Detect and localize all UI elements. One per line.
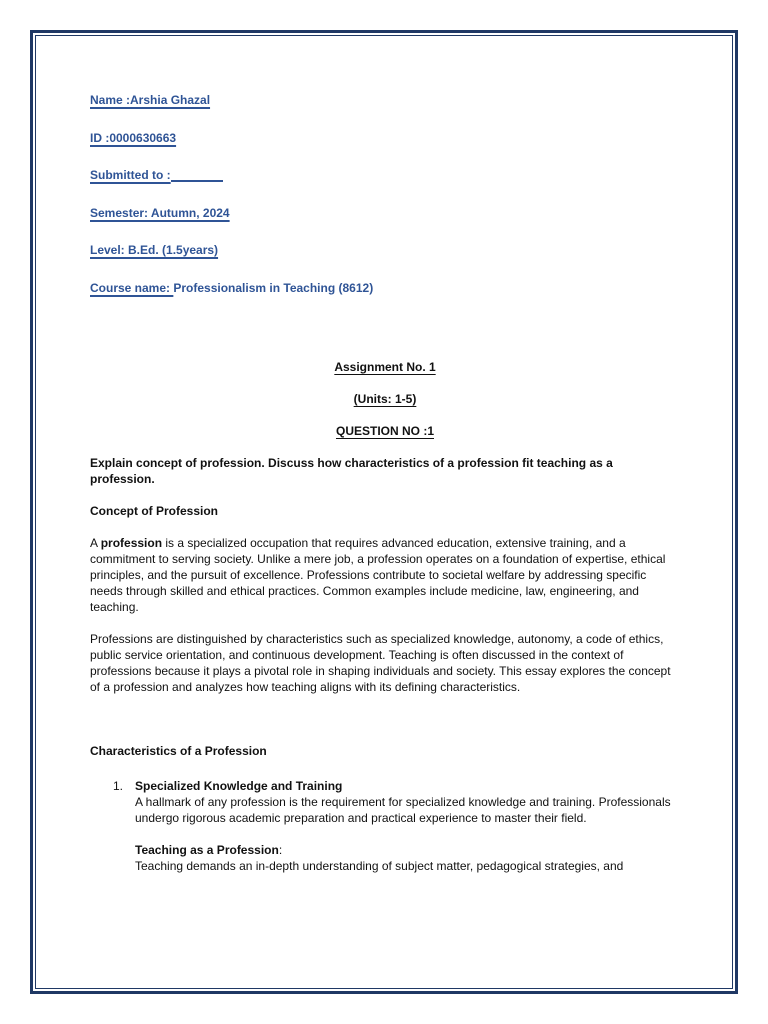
document-content <box>90 92 680 874</box>
item-text: A hallmark of any profession is the requirement for specialized knowledge and training. Professionals undergo rigorous academic preparation and practical experience to master their field. <box>135 795 671 825</box>
submitted-to: Submitted to : <box>90 167 680 183</box>
semester: Semester: Autumn, 2024 <box>90 205 230 220</box>
course-name <box>90 280 680 296</box>
teaching-text: Teaching demands an in-depth understanding of subject matter, pedagogical strategies, and <box>135 859 624 873</box>
question-text: Explain concept of profession. Discuss how characteristics of a profession fit teaching as a profession. <box>90 456 613 486</box>
concept-paragraph-1: A profession is a specialized occupation that requires advanced education, extensive training, and a commitment to serving society. Unlike a mere job, a profession operates on a foundation of expertise, ethical principles, and the pursuit of excellence. Professions contribute to societal welfare by addressing specific needs through skilled and ethical practices. Common examples include medicine, law, engineering, and teaching. <box>90 536 666 614</box>
assignment-units: (Units: 1-5) <box>353 392 417 406</box>
concept-paragraph-2: Professions are distinguished by characteristics such as specialized knowledge, autonomy, a code of ethics, public service orientation, and continuous development. Teaching is often discussed in the context of professions because it plays a pivotal role in shaping individuals and society. This essay explores the concept of a profession and analyzes how teaching aligns with its defining characteristics. <box>90 632 671 694</box>
characteristics-title: Characteristics of a Profession <box>90 744 267 758</box>
profession-term: profession <box>100 536 163 550</box>
characteristics-list <box>90 778 680 874</box>
question-number: QUESTION NO :1 <box>335 424 434 438</box>
submitted-to-blank <box>171 167 223 182</box>
level: Level: B.Ed. (1.5years) <box>90 243 219 257</box>
item-title: Specialized Knowledge and Training <box>135 779 343 793</box>
concept-title: Concept of Profession <box>90 504 219 518</box>
student-id: ID :0000630663 <box>90 130 177 145</box>
course-label: Course name: <box>90 280 174 295</box>
assignment-title: Assignment No. 1 <box>334 360 436 374</box>
list-item <box>90 778 680 874</box>
course-value: Professionalism in Teaching (8612) <box>173 280 374 295</box>
student-name: Name :Arshia Ghazal <box>90 93 211 107</box>
list-number: 1. <box>113 779 124 793</box>
teaching-subheading: Teaching as a Profession: <box>135 843 283 857</box>
